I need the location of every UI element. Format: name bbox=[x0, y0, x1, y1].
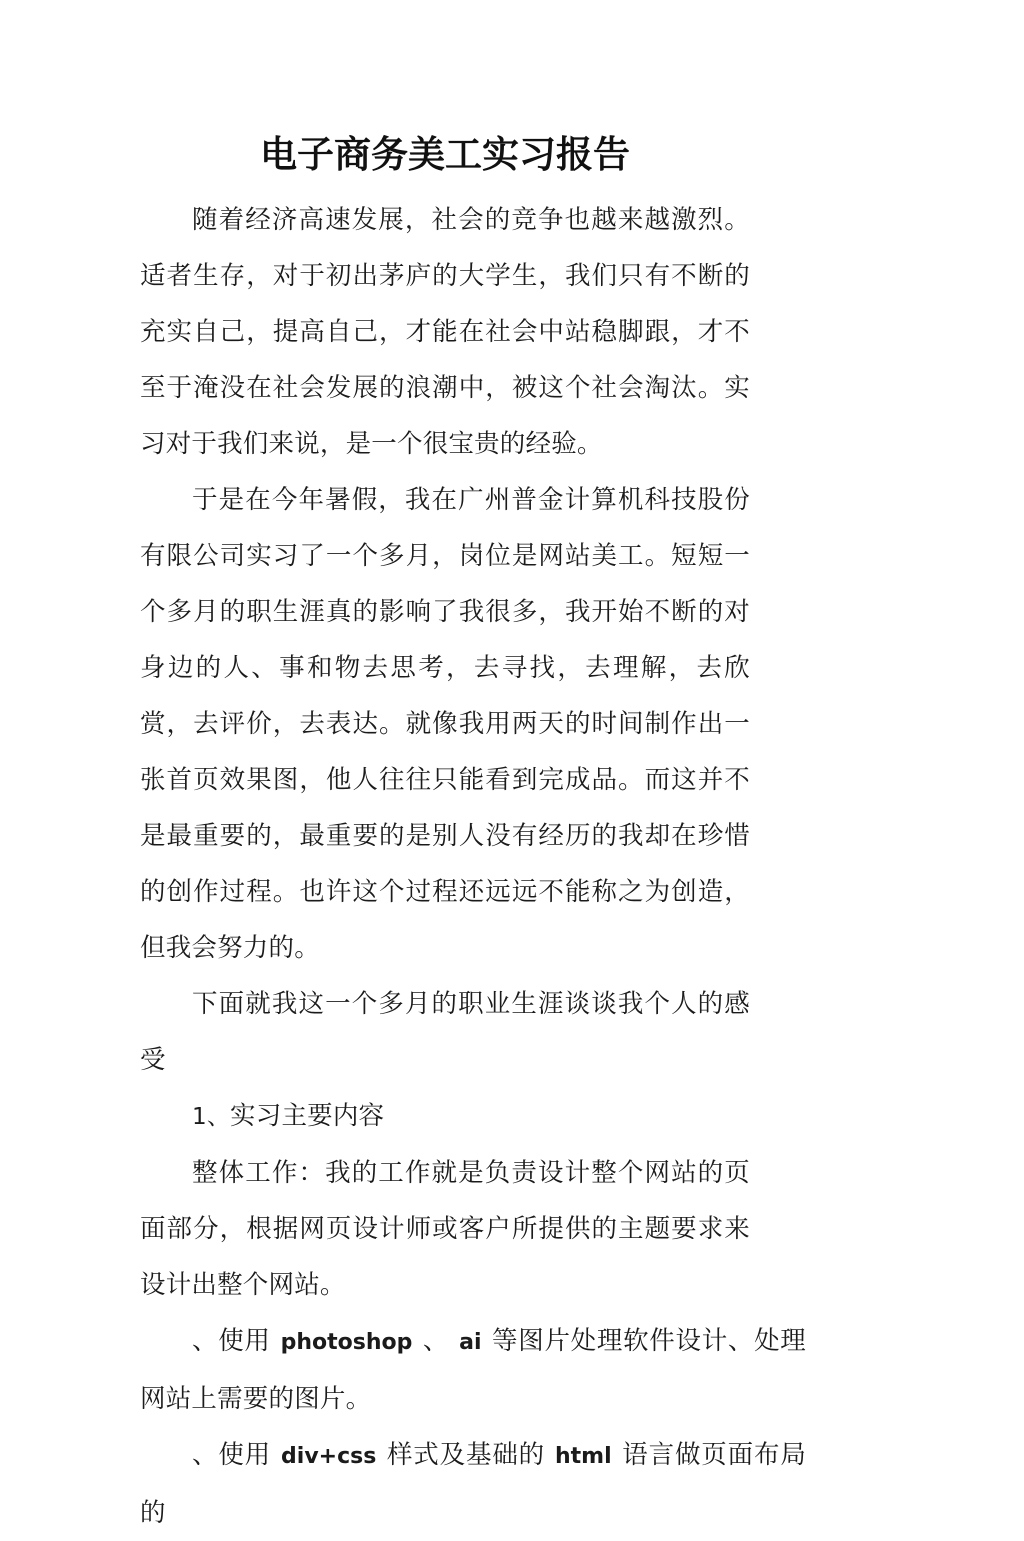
list-text-tail: 等图片处理软件设计、处理网站上需要的图片。 bbox=[140, 1326, 807, 1414]
paragraph-internship-overview: 于是在今年暑假，我在广州普金计算机科技股份有限公司实习了一个多月，岗位是网站美工。短短一个多月的职生涯真的影响了我很多，我开始不断的对身边的人、事和物去思考，去寻找，去理解，去欣赏，去评价，去表达。就像我用两天的时间制作出一张首页效果图，他人往往只能看到完成品。而这并不是最重要的，最重要的是别人没有经历的我却在珍惜的创作过程。也许这个过程还远远不能称之为创造，但我会努力的。 bbox=[140, 485, 750, 963]
list-text-cjk: 使用 bbox=[218, 1440, 272, 1470]
list-item bbox=[140, 1427, 806, 1541]
section-title: 实习主要内容 bbox=[230, 1101, 385, 1131]
section-number: 1、 bbox=[192, 1104, 231, 1130]
paragraph-transition: 下面就我这一个多月的职业生涯谈谈我个人的感受 bbox=[140, 989, 750, 1075]
list-term-ai: ai bbox=[459, 1330, 482, 1355]
list-term-photoshop: photoshop bbox=[280, 1330, 413, 1355]
page-title: 电子商务美工实习报告 bbox=[260, 132, 630, 176]
paragraph-intro: 随着经济高速发展，社会的竞争也越来越激烈。适者生存，对于初出茅庐的大学生，我们只有不断的充实自己，提高自己，才能在社会中站稳脚跟，才不至于淹没在社会发展的浪潮中，被这个社会淘汰。实习对于我们来说，是一个很宝贵的经验。 bbox=[140, 205, 750, 459]
heading-section-1 bbox=[140, 1088, 750, 1145]
document-body bbox=[140, 126, 812, 1541]
list-marker: 、 bbox=[192, 1326, 219, 1356]
paragraph-overall-work: 整体工作：我的工作就是负责设计整个网站的页面部分，根据网页设计师或客户所提供的主题要求来设计出整个网站。 bbox=[140, 1158, 750, 1300]
list-term-html: html bbox=[555, 1444, 612, 1469]
list-term-divcss: div+css bbox=[281, 1444, 377, 1469]
list-text-middle: 样式及基础的 bbox=[386, 1440, 545, 1470]
list-text-cjk: 使用 bbox=[218, 1326, 271, 1356]
list-item bbox=[140, 1313, 806, 1427]
list-text-tail: 语言做页面布局的 bbox=[140, 1440, 807, 1528]
list-separator: 、 bbox=[422, 1326, 450, 1356]
list-marker: 、 bbox=[192, 1440, 219, 1470]
